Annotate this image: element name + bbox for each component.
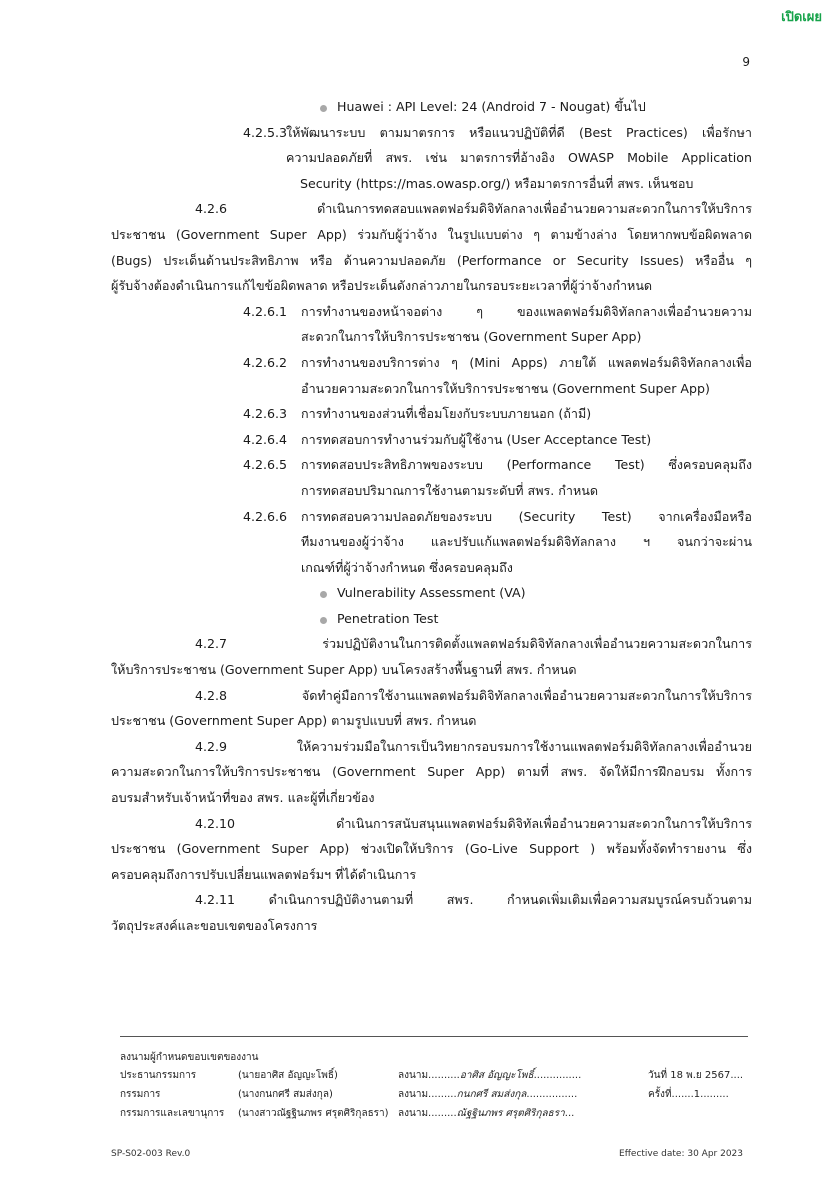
bullet-dot-icon — [320, 105, 327, 112]
section-4-2-11: 4.2.11 ดำเนินการปฏิบัติงานตามที่ สพร. กำหนดเพิ่มเติมเพื่อความสมบูรณ์ครบถ้วนตาม — [195, 892, 752, 908]
section-4-2-7: 4.2.7 ร่วมปฏิบัติงานในการติดตั้งแพลตฟอร์มดิจิทัลกลางเพื่ออำนวยความสะดวกในการ — [195, 636, 752, 652]
signature-date: วันที่ 18 พ.ย 2567.... — [648, 1070, 744, 1081]
signature-name: (นางสาวณัฐฐินภพร ศรุตศิริกุลธรา) — [238, 1108, 389, 1119]
section-4-2-9: 4.2.9 ให้ความร่วมมือในการเป็นวิทยากรอบรมการใช้งานแพลตฟอร์มดิจิทัลกลางเพื่ออำนวย — [195, 738, 752, 754]
section-4-2-10: 4.2.10 ดำเนินการสนับสนุนแพลตฟอร์มดิจิทัลเพื่ออำนวยความสะดวกในการให้บริการ — [195, 815, 752, 831]
signature-name: (นายอาศิส อัญญะโพธิ์) — [238, 1070, 338, 1081]
section-4-2-6-6: 4.2.6.6 การทดสอบความปลอดภัยของระบบ (Security Test) จากเครื่องมือหรือ — [243, 508, 752, 524]
bullet-item: Huawei : API Level: 24 (Android 7 - Nougat) ขึ้นไป — [111, 94, 752, 120]
signature-round: ครั้งที่.......1......... — [648, 1089, 729, 1100]
signature-role: กรรมการและเลขานุการ — [120, 1108, 225, 1119]
footer-divider — [120, 1036, 748, 1037]
signature-role: ประธานกรรมการ — [120, 1070, 197, 1081]
section-4-2-6: 4.2.6 ดำเนินการทดสอบแพลตฟอร์มดิจิทัลกลางเพื่ออำนวยความสะดวกในการให้บริการ — [195, 201, 752, 217]
signature-heading: ลงนามผู้กำหนดขอบเขตของงาน — [120, 1052, 259, 1063]
section-4-2-6-3: 4.2.6.3 การทำงานของส่วนที่เชื่อมโยงกับระบบภายนอก (ถ้ามี) — [243, 406, 592, 422]
signature-name: (นางกนกศรี สมส่งกุล) — [238, 1089, 333, 1100]
signature-role: กรรมการ — [120, 1089, 161, 1100]
signature-line: ลงนาม.........ณัฐฐินภพร ศรุตศิริกุลธรา... — [398, 1108, 575, 1119]
document-body: Huawei : API Level: 24 (Android 7 - Nougat) ขึ้นไป 4.2.5.3 ให้พัฒนาระบบ ตามมาตรการ หรือแนวปฏิบัติที่ดี (Best Practices) เพื่อรักษา ความปลอดภัยที่ สพร. เช่น มาตรการที่อ้างอิง OWASP Mobile Application Security (https://mas.owasp.org/) หรือมาตรการอื่นที่ สพร. เห็นชอบ 4.2.6 ดำเนินการทดสอบแพลตฟอร์มดิจิทัลกลางเพื่ออำนวยความสะดวกในการให้บริการ ประชาชน (Government Super App) ร่วมกับผู้ว่าจ้าง ในรูปแบบต่าง ๆ ตามข้างล่าง โดยหากพบข้อผิดพลาด (Bugs) ประเด็นด้านประสิทธิภาพ หรือ ด้านความปลอดภัย (Performance or Security Issues) หรืออื่น ๆ ผู้รับจ้างต้องดำเนินการแก้ไขข้อผิดพลาด หรือประเด็นดังกล่าวภายในกรอบระยะเวลาที่ผู้ว่าจ้างกำหนด 4.2.6.1 การทำงานของหน้าจอต่าง ๆ ของแพลตฟอร์มดิจิทัลกลางเพื่ออำนวยความ สะดวกในการให้บริการประชาชน (Government Super App) 4.2.6.2 การทำงานของบริการต่าง ๆ (Mini Apps) ภายใต้ แพลตฟอร์มดิจิทัลกลางเพื่อ อำนวยความสะดวกในการให้บริการประชาชน (Government Super App) 4.2.6.3 การทำงานของส่วนที่เชื่อมโยงกับระบบภายนอก (ถ้ามี) 4.2.6.4 การทดสอบการทำงานร่วมกับผู้ใช้งาน (User Acceptance Test) 4.2.6.5 การทดสอบประสิทธิภาพของระบบ (Performance Test) ซึ่งครอบคลุมถึง การทดสอบปริมาณการใช้งานตามระดับที่ สพร. กำหนด 4.2.6.6 การทดสอบความปลอดภัยของระบบ (Security Test) จากเครื่องมือหรือ ทีมงานของผู้ว่าจ้าง และปรับแก้แพลตฟอร์มดิจิทัลกลาง ฯ จนกว่าจะผ่าน เกณฑ์ที่ผู้ว่าจ้างกำหนด ซึ่งครอบคลุมถึง Vulnerability Assessment (VA) Penetration Test 4.2.7 ร่วมปฏิบัติงานในการติดตั้งแพลตฟอร์มดิจิทัลกลางเพื่ออำนวยความสะดวกในการ ให้บริการประชาชน (Government Super App) บนโครงสร้างพื้นฐานที่ สพร. กำหนด 4.2.8 จัดทำคู่มือการใช้งานแพลตฟอร์มดิจิทัลกลางเพื่ออำนวยความสะดวกในการให้บริการ ประชาชน (Government Super App) ตามรูปแบบที่ สพร. กำหนด 4.2.9 ให้ความร่วมมือในการเป็นวิทยากรอบรมการใช้งานแพลตฟอร์มดิจิทัลกลางเพื่ออำนวย ความสะดวกในการให้บริการประชาชน (Government Super App) ตามที่ สพร. จัดให้มีการฝึกอบรม ทั้งการ อบรมสำหรับเจ้าหน้าที่ของ สพร. และผู้ที่เกี่ยวข้อง 4.2.10 ดำเนินการสนับสนุนแพลตฟอร์มดิจิทัลเพื่ออำนวยความสะดวกในการให้บริการ ประชาชน (Government Super App) ช่วงเปิดให้บริการ (Go-Live Support ) พร้อมทั้งจัดทำรายงาน ซึ่ง ครอบคลุมถึงการปรับเปลี่ยนแพลตฟอร์มฯ ที่ได้ดำเนินการ 4.2.11 ดำเนินการปฏิบัติงานตามที่ สพร. กำหนดเพิ่มเติมเพื่อความสมบูรณ์ครบถ้วนตาม วัตถุประสงค์และขอบเขตของโครงการ — [111, 94, 752, 939]
bullet-item: Vulnerability Assessment (VA) — [111, 580, 752, 606]
section-4-2-5-3: 4.2.5.3 ให้พัฒนาระบบ ตามมาตรการ หรือแนวปฏิบัติที่ดี (Best Practices) เพื่อรักษา — [243, 124, 752, 140]
signature-line: ลงนาม.........กนกศรี สมส่งกุล................ — [398, 1089, 578, 1100]
effective-date: Effective date: 30 Apr 2023 — [619, 1149, 743, 1159]
classification-label: เปิดเผย — [781, 10, 822, 25]
section-4-2-6-4: 4.2.6.4 การทดสอบการทำงานร่วมกับผู้ใช้งาน (User Acceptance Test) — [243, 431, 652, 447]
bullet-dot-icon — [320, 617, 327, 624]
document-code: SP-S02-003 Rev.0 — [111, 1149, 191, 1159]
section-4-2-6-5: 4.2.6.5 การทดสอบประสิทธิภาพของระบบ (Performance Test) ซึ่งครอบคลุมถึง — [243, 457, 752, 473]
section-4-2-6-2: 4.2.6.2 การทำงานของบริการต่าง ๆ (Mini Apps) ภายใต้ แพลตฟอร์มดิจิทัลกลางเพื่อ — [243, 354, 752, 370]
bullet-item: Penetration Test — [111, 606, 752, 632]
section-4-2-6-1: 4.2.6.1 การทำงานของหน้าจอต่าง ๆ ของแพลตฟอร์มดิจิทัลกลางเพื่ออำนวยความ — [243, 303, 752, 319]
signature-line: ลงนาม..........อาศิส อัญญะโพธิ์............... — [398, 1070, 582, 1081]
page-number: 9 — [742, 55, 750, 69]
section-4-2-8: 4.2.8 จัดทำคู่มือการใช้งานแพลตฟอร์มดิจิทัลกลางเพื่ออำนวยความสะดวกในการให้บริการ — [195, 687, 752, 703]
bullet-dot-icon — [320, 591, 327, 598]
